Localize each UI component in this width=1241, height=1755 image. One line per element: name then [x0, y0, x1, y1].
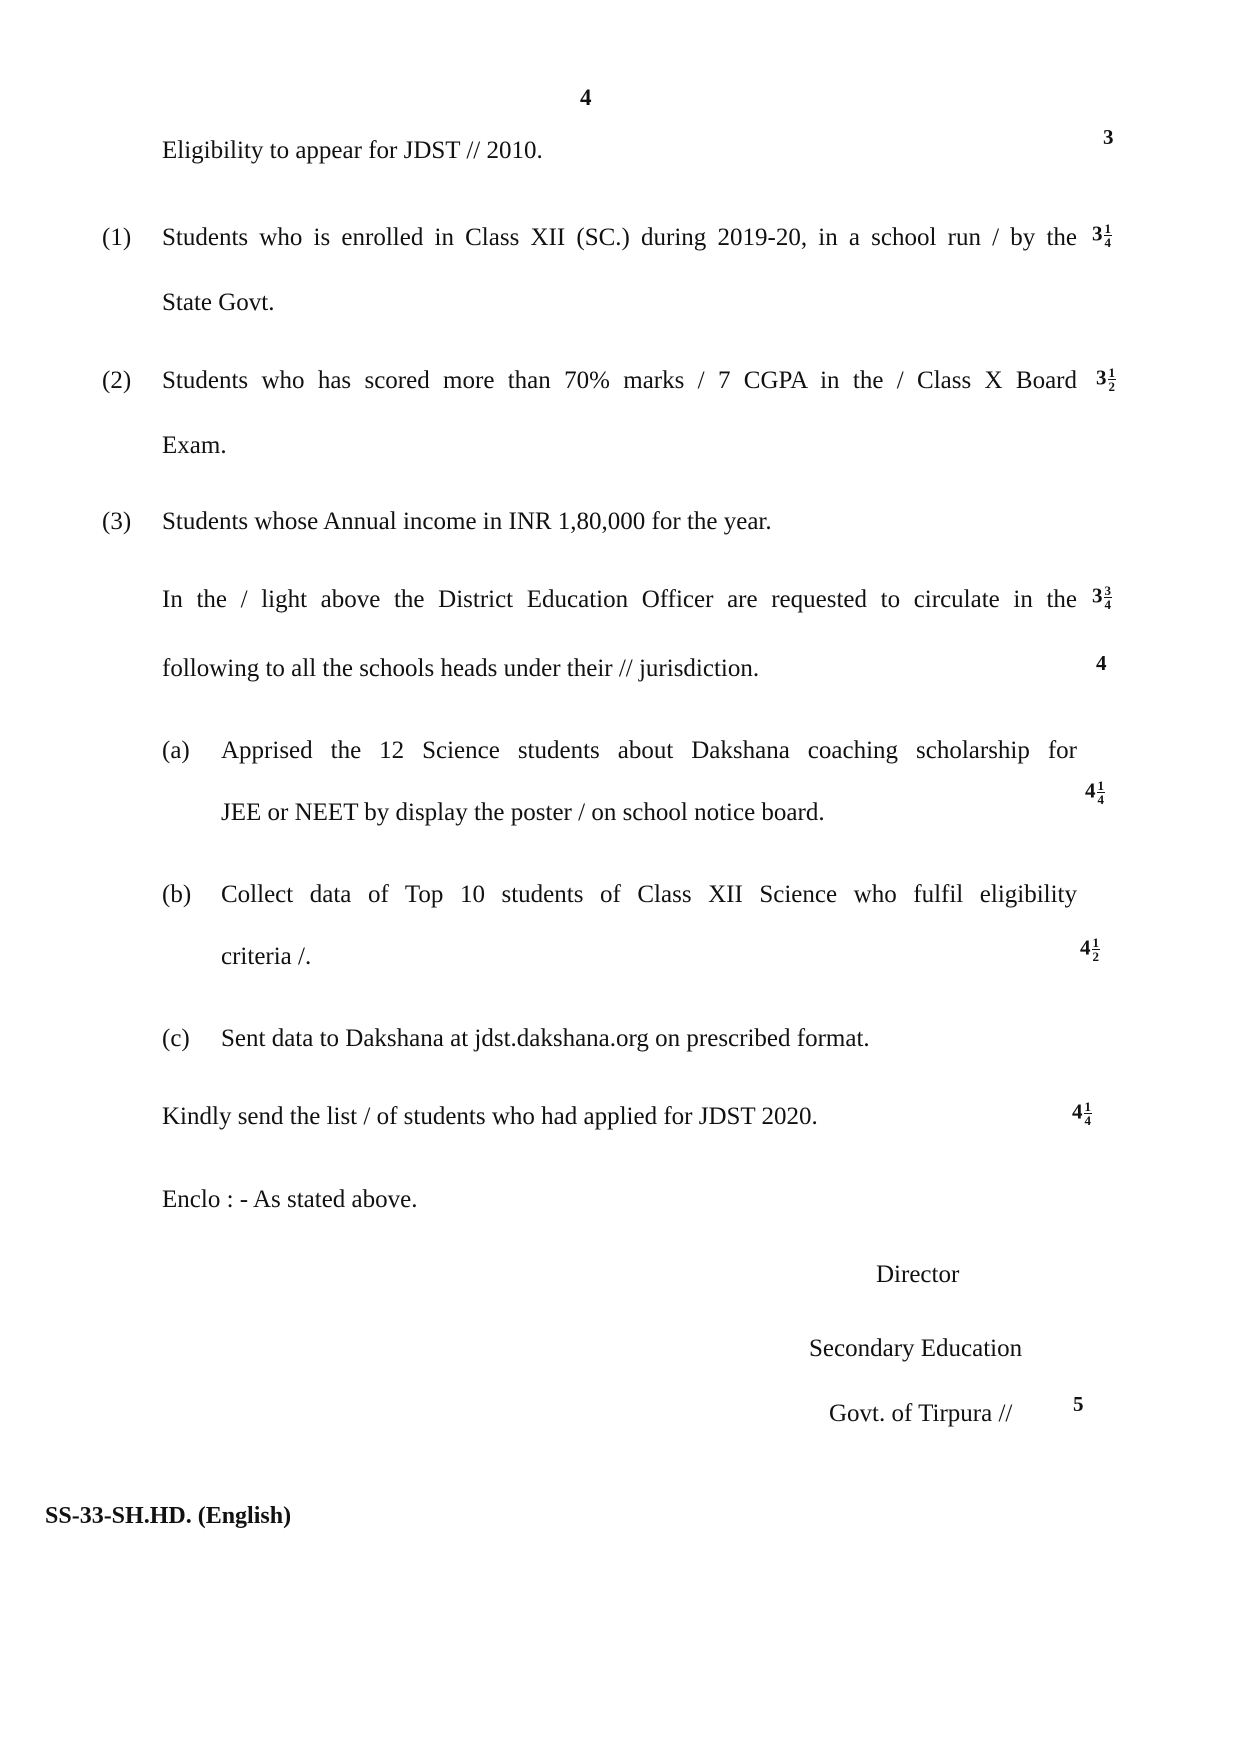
mark-whole: 3	[1092, 221, 1103, 246]
mark-whole: 4	[1072, 1099, 1083, 1124]
mark-item-2	[1096, 366, 1116, 393]
item-3-number: (3)	[102, 508, 132, 535]
item-2-number: (2)	[102, 367, 132, 394]
subitem-c-line-1: Sent data to Dakshana at jdst.dakshana.org on prescribed format.	[221, 1025, 870, 1052]
item-2-line-2: Exam.	[162, 432, 227, 459]
mark-signature: 5	[1073, 1392, 1084, 1416]
mark-item-1	[1092, 222, 1112, 249]
item-2-line-1: Students who has scored more than 70% marks / 7 CGPA in the / Class X Board	[162, 367, 1077, 394]
item-1-line-2: State Govt.	[162, 289, 275, 316]
signature-government: Govt. of Tirpura //	[829, 1400, 1013, 1427]
mark-kindly	[1072, 1100, 1092, 1127]
item-3-line-1: Students whose Annual income in INR 1,80,000 for the year.	[162, 508, 772, 535]
subitem-b-line-2: criteria /.	[221, 943, 312, 970]
page-number: 4	[580, 85, 592, 110]
mark-numerator: 1	[1108, 365, 1115, 380]
subitem-b-number: (b)	[162, 881, 192, 908]
mark-denominator: 2	[1092, 949, 1099, 964]
signature-title: Director	[876, 1261, 960, 1288]
subitem-a-line-1: Apprised the 12 Science students about Dakshana coaching scholarship for	[221, 737, 1077, 764]
mark-numerator: 1	[1097, 778, 1104, 793]
mark-heading: 3	[1103, 125, 1114, 149]
para-line-1: In the / light above the District Education Officer are requested to circulate in the	[162, 586, 1077, 613]
subitem-a-number: (a)	[162, 737, 190, 764]
footer-code: SS-33-SH.HD. (English)	[45, 1503, 292, 1529]
mark-subitem-b	[1080, 936, 1100, 963]
signature-department: Secondary Education	[809, 1335, 1023, 1362]
subitem-c-number: (c)	[162, 1025, 190, 1052]
mark-para-2: 4	[1096, 651, 1107, 675]
mark-whole: 4	[1080, 935, 1091, 960]
enclosure-line: Enclo : - As stated above.	[162, 1186, 418, 1213]
item-1-line-1: Students who is enrolled in Class XII (SC.) during 2019-20, in a school run / by the	[162, 224, 1077, 251]
mark-denominator: 4	[1097, 792, 1104, 807]
mark-numerator: 1	[1104, 221, 1111, 236]
mark-denominator: 4	[1104, 597, 1111, 612]
mark-numerator: 3	[1104, 583, 1111, 598]
mark-whole: 3	[1092, 583, 1103, 608]
mark-denominator: 4	[1084, 1113, 1091, 1128]
mark-denominator: 4	[1104, 235, 1111, 250]
heading: Eligibility to appear for JDST // 2010.	[162, 137, 543, 164]
mark-denominator: 2	[1108, 379, 1115, 394]
item-1-number: (1)	[102, 224, 132, 251]
kindly-line: Kindly send the list / of students who had applied for JDST 2020.	[162, 1103, 818, 1130]
mark-whole: 4	[1085, 778, 1096, 803]
subitem-a-line-2: JEE or NEET by display the poster / on school notice board.	[221, 799, 825, 826]
mark-subitem-a	[1085, 779, 1105, 806]
subitem-b-line-1: Collect data of Top 10 students of Class XII Science who fulfil eligibility	[221, 881, 1077, 908]
mark-numerator: 1	[1084, 1099, 1091, 1114]
mark-numerator: 1	[1092, 935, 1099, 950]
mark-whole: 3	[1096, 365, 1107, 390]
mark-para-1	[1092, 584, 1112, 611]
para-line-2: following to all the schools heads under their // jurisdiction.	[162, 655, 760, 682]
